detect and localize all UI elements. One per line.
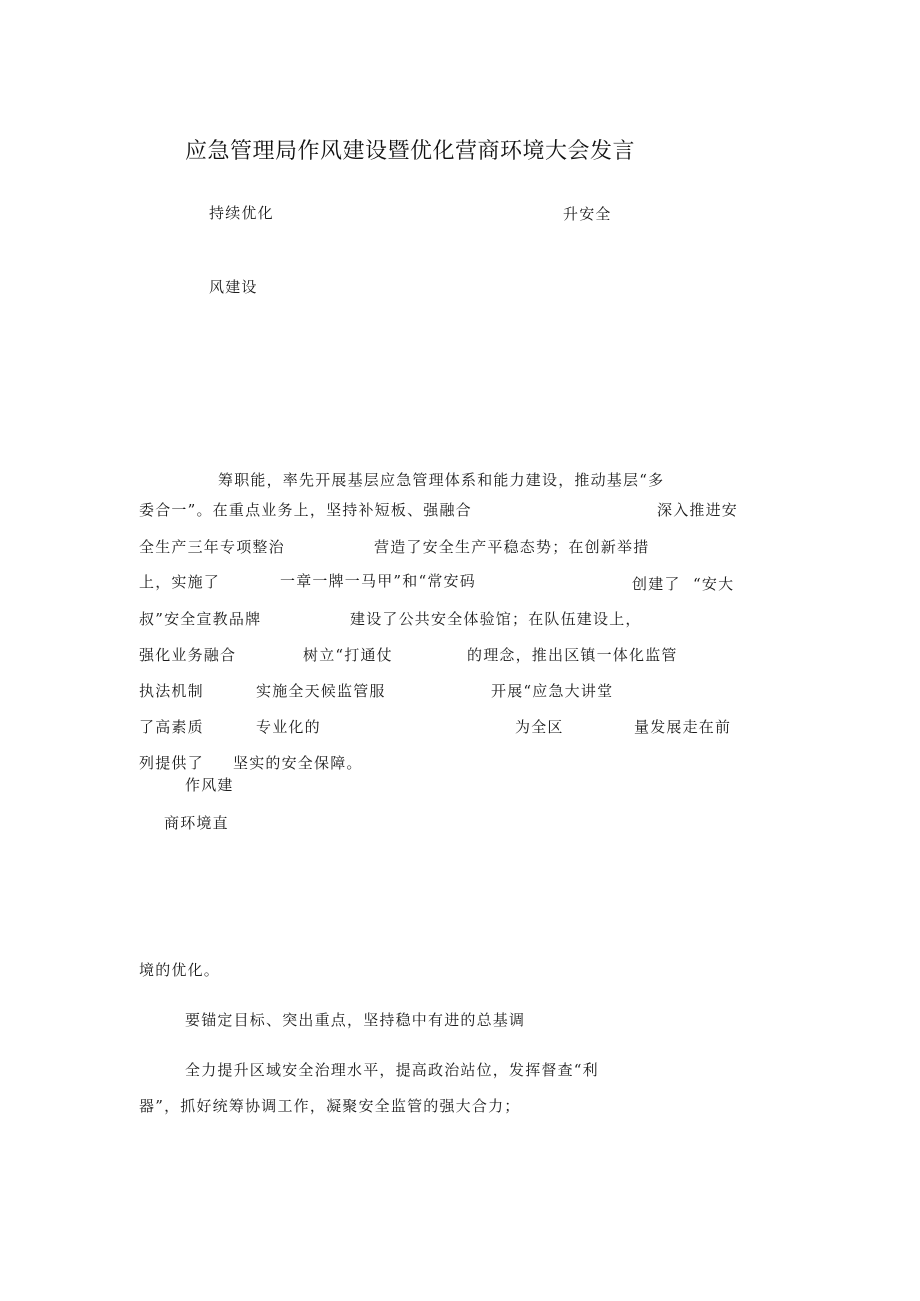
paragraph-line: 营造了安全生产平稳态势；在创新举措 (374, 538, 650, 556)
paragraph-line: 实施全天候监管服 (256, 682, 386, 700)
paragraph-line: 的理念，推出区镇一体化监管 (467, 646, 678, 664)
paragraph-line: 执法机制 (139, 682, 204, 700)
paragraph-line: 全生产三年专项整治 (139, 538, 285, 556)
subheading-fragment-1: 作风建 (185, 776, 234, 794)
paragraph-line: 量发展走在前 (634, 718, 732, 736)
paragraph-line: 树立“打通仗 (303, 646, 393, 664)
paragraph-line: 为全区 (515, 718, 564, 736)
paragraph-line: 一章一牌一马甲”和“常安码 (280, 572, 476, 590)
paragraph-line: “安大 (693, 575, 735, 593)
paragraph-line: 开展“应急大讲堂 (491, 682, 614, 700)
document-title: 应急管理局作风建设暨优化营商环境大会发言 (185, 139, 636, 164)
paragraph-line: 叔”安全宣教品牌 (139, 610, 262, 628)
paragraph-line: 创建了 (632, 575, 681, 593)
subheading-fragment-2: 商环境直 (164, 814, 229, 832)
point-2-line-1: 全力提升区域安全治理水平，提高政治站位，发挥督查“利 (185, 1061, 599, 1079)
paragraph-line: 了高素质 (139, 718, 204, 736)
point-2-line-2: 器”，抓好统筹协调工作，凝聚安全监管的强大合力； (139, 1097, 521, 1115)
paragraph-line: 筹职能，率先开展基层应急管理体系和能力建设，推动基层“多 (218, 471, 665, 489)
heading-fragment-3: 风建设 (209, 278, 258, 296)
paragraph-line: 专业化的 (256, 718, 321, 736)
paragraph-line: 建设了公共安全体验馆；在队伍建设上， (350, 610, 642, 628)
heading-fragment-1: 持续优化 (209, 204, 274, 222)
paragraph-line: 深入推进安 (657, 501, 739, 519)
heading-fragment-2: 升安全 (563, 205, 612, 223)
point-1: 要锚定目标、突出重点，坚持稳中有进的总基调 (185, 1011, 526, 1029)
paragraph-line: 上，实施了 (139, 573, 221, 591)
paragraph-line: 坚实的安全保障。 (233, 754, 363, 772)
paragraph-line: 委合一”。在重点业务上，坚持补短板、强融合 (139, 501, 472, 519)
paragraph-line: 列提供了 (139, 754, 204, 772)
closing-fragment: 境的优化。 (139, 961, 221, 979)
paragraph-line: 强化业务融合 (139, 646, 237, 664)
